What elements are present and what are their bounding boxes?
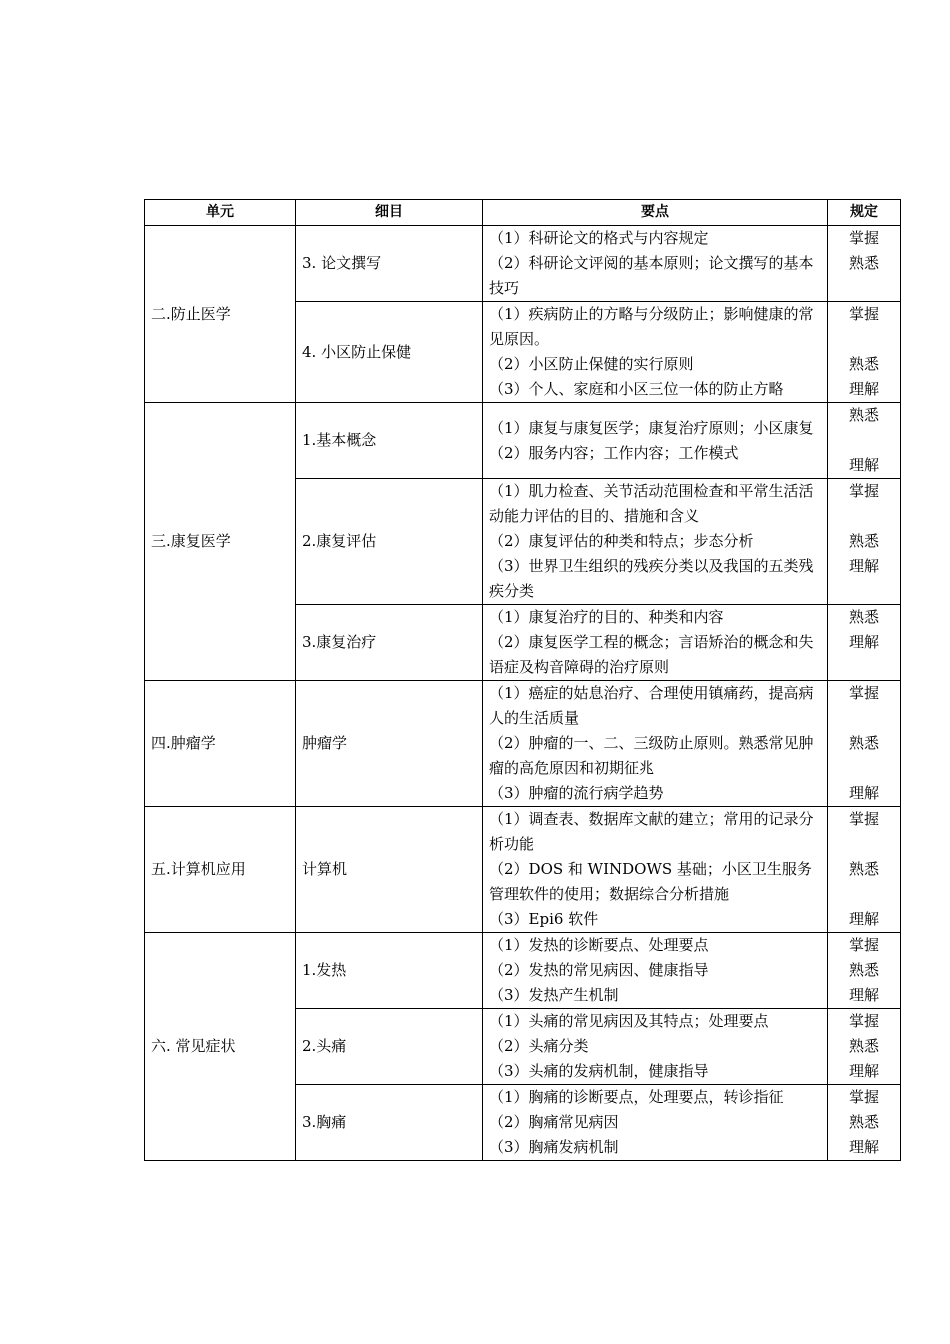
point-text: （2）小区防止保健的实行原则 <box>489 355 694 373</box>
requirement-level: 熟悉 <box>848 532 879 550</box>
requirement-level: 理解 <box>848 456 879 474</box>
table-row <box>145 933 901 1009</box>
requirement-level: 理解 <box>848 1138 879 1156</box>
requirement-cell <box>828 226 901 302</box>
requirement-level: 熟悉 <box>848 860 879 878</box>
requirement-cell <box>828 403 901 479</box>
requirement-cell <box>828 807 901 933</box>
point-text: （1）调查表、数据库文献的建立；常用的记录分析功能 <box>489 810 814 853</box>
requirement-level <box>834 655 894 680</box>
requirement-level <box>834 276 894 301</box>
requirement-level: 掌握 <box>848 936 879 954</box>
points-cell <box>483 605 828 681</box>
points-cell <box>483 807 828 933</box>
item-cell: 肿瘤学 <box>296 681 483 807</box>
requirement-level <box>834 428 894 453</box>
points-cell <box>483 479 828 605</box>
point-text: （3）世界卫生组织的残疾分类以及我国的五类残疾分类 <box>489 557 814 600</box>
header-requirement: 规定 <box>828 200 901 226</box>
requirement-cell <box>828 933 901 1009</box>
point-text: （2）康复医学工程的概念；言语矫治的概念和失语症及构音障碍的治疗原则 <box>489 633 814 676</box>
requirement-level: 掌握 <box>848 229 879 247</box>
point-text: （1）疾病防止的方略与分级防止；影响健康的常见原因。 <box>489 305 814 348</box>
requirement-level: 理解 <box>848 986 879 1004</box>
point-text: （2）康复评估的种类和特点；步态分析 <box>489 532 754 550</box>
header-points: 要点 <box>483 200 828 226</box>
point-text: （2）DOS 和 WINDOWS 基础；小区卫生服务管理软件的使用；数据综合分析措施 <box>489 860 812 903</box>
requirement-level <box>834 882 894 907</box>
requirement-level: 熟悉 <box>848 254 879 272</box>
points-cell <box>483 1085 828 1161</box>
unit-cell: 三.康复医学 <box>145 403 296 681</box>
points-cell <box>483 1009 828 1085</box>
requirement-cell <box>828 1009 901 1085</box>
points-cell <box>483 302 828 403</box>
point-text: （1）胸痛的诊断要点，处理要点，转诊指征 <box>489 1088 784 1106</box>
requirement-level <box>834 504 894 529</box>
point-text: （2）头痛分类 <box>489 1037 589 1055</box>
requirement-level <box>834 706 894 731</box>
item-cell: 2.康复评估 <box>296 479 483 605</box>
table-row <box>145 403 901 479</box>
point-text: （1）肌力检查、关节活动范围检查和平常生活活动能力评估的目的、措施和含义 <box>489 482 814 525</box>
unit-cell: 六. 常见症状 <box>145 933 296 1161</box>
point-text: （1）康复与康复医学；康复治疗原则；小区康复 <box>489 418 814 437</box>
requirement-level: 熟悉 <box>848 1113 879 1131</box>
requirement-level: 理解 <box>848 784 879 802</box>
item-cell: 4. 小区防止保健 <box>296 302 483 403</box>
requirement-level <box>834 327 894 352</box>
requirement-level: 掌握 <box>848 482 879 500</box>
requirement-level: 掌握 <box>848 1088 879 1106</box>
table-row <box>145 807 901 933</box>
table-header <box>145 200 901 226</box>
requirement-level: 熟悉 <box>848 608 879 626</box>
requirement-level: 理解 <box>848 1062 879 1080</box>
point-text: （1）发热的诊断要点、处理要点 <box>489 936 709 954</box>
point-text: （2）肿瘤的一、二、三级防止原则。熟悉常见肿瘤的高危原因和初期征兆 <box>489 734 814 777</box>
item-cell: 3.康复治疗 <box>296 605 483 681</box>
point-text: （3）头痛的发病机制，健康指导 <box>489 1062 709 1080</box>
requirement-level: 熟悉 <box>848 1037 879 1055</box>
point-text: （3）发热产生机制 <box>489 986 619 1004</box>
requirement-cell <box>828 479 901 605</box>
item-cell: 2.头痛 <box>296 1009 483 1085</box>
header-unit: 单元 <box>145 200 296 226</box>
item-cell: 1.基本概念 <box>296 403 483 479</box>
unit-cell: 五.计算机应用 <box>145 807 296 933</box>
point-text: （1）癌症的姑息治疗、合理使用镇痛药，提高病人的生活质量 <box>489 684 814 727</box>
requirement-level: 理解 <box>848 380 879 398</box>
points-cell <box>483 403 828 479</box>
header-row <box>145 200 901 226</box>
requirement-level: 掌握 <box>848 684 879 702</box>
requirement-level <box>834 579 894 604</box>
requirement-level: 掌握 <box>848 1012 879 1030</box>
table-row <box>145 681 901 807</box>
point-text: （3）Epi6 软件 <box>489 910 599 928</box>
table-row <box>145 226 901 302</box>
requirement-level <box>834 832 894 857</box>
requirement-level: 掌握 <box>848 305 879 323</box>
requirement-level: 掌握 <box>848 810 879 828</box>
requirement-level: 熟悉 <box>848 406 879 424</box>
item-cell: 计算机 <box>296 807 483 933</box>
item-cell: 3. 论文撰写 <box>296 226 483 302</box>
point-text: （2）发热的常见病因、健康指导 <box>489 961 709 979</box>
requirement-level <box>834 756 894 781</box>
header-item: 细目 <box>296 200 483 226</box>
points-cell <box>483 681 828 807</box>
point-text: （3）胸痛发病机制 <box>489 1138 619 1156</box>
point-text: （1）康复治疗的目的、种类和内容 <box>489 608 724 626</box>
item-cell: 3.胸痛 <box>296 1085 483 1161</box>
requirement-level: 理解 <box>848 910 879 928</box>
point-text: （2）服务内容；工作内容；工作模式 <box>489 443 739 462</box>
requirement-cell <box>828 1085 901 1161</box>
requirement-cell <box>828 302 901 403</box>
requirement-level: 熟悉 <box>848 961 879 979</box>
requirement-level: 熟悉 <box>848 355 879 373</box>
point-text: （2）胸痛常见病因 <box>489 1113 619 1131</box>
point-text: （2）科研论文评阅的基本原则；论文撰写的基本技巧 <box>489 254 814 297</box>
points-cell <box>483 933 828 1009</box>
point-text: （3）肿瘤的流行病学趋势 <box>489 784 664 802</box>
table-body <box>145 226 901 1161</box>
requirement-cell <box>828 605 901 681</box>
unit-cell: 四.肿瘤学 <box>145 681 296 807</box>
requirement-level: 熟悉 <box>848 734 879 752</box>
requirement-level: 理解 <box>848 633 879 651</box>
requirement-level: 理解 <box>848 557 879 575</box>
item-cell: 1.发热 <box>296 933 483 1009</box>
unit-cell: 二.防止医学 <box>145 226 296 403</box>
point-text: （1）科研论文的格式与内容规定 <box>489 229 709 247</box>
point-text: （1）头痛的常见病因及其特点；处理要点 <box>489 1012 769 1030</box>
points-cell <box>483 226 828 302</box>
point-text: （3）个人、家庭和小区三位一体的防止方略 <box>489 380 784 398</box>
requirement-cell <box>828 681 901 807</box>
syllabus-table <box>144 199 901 1161</box>
